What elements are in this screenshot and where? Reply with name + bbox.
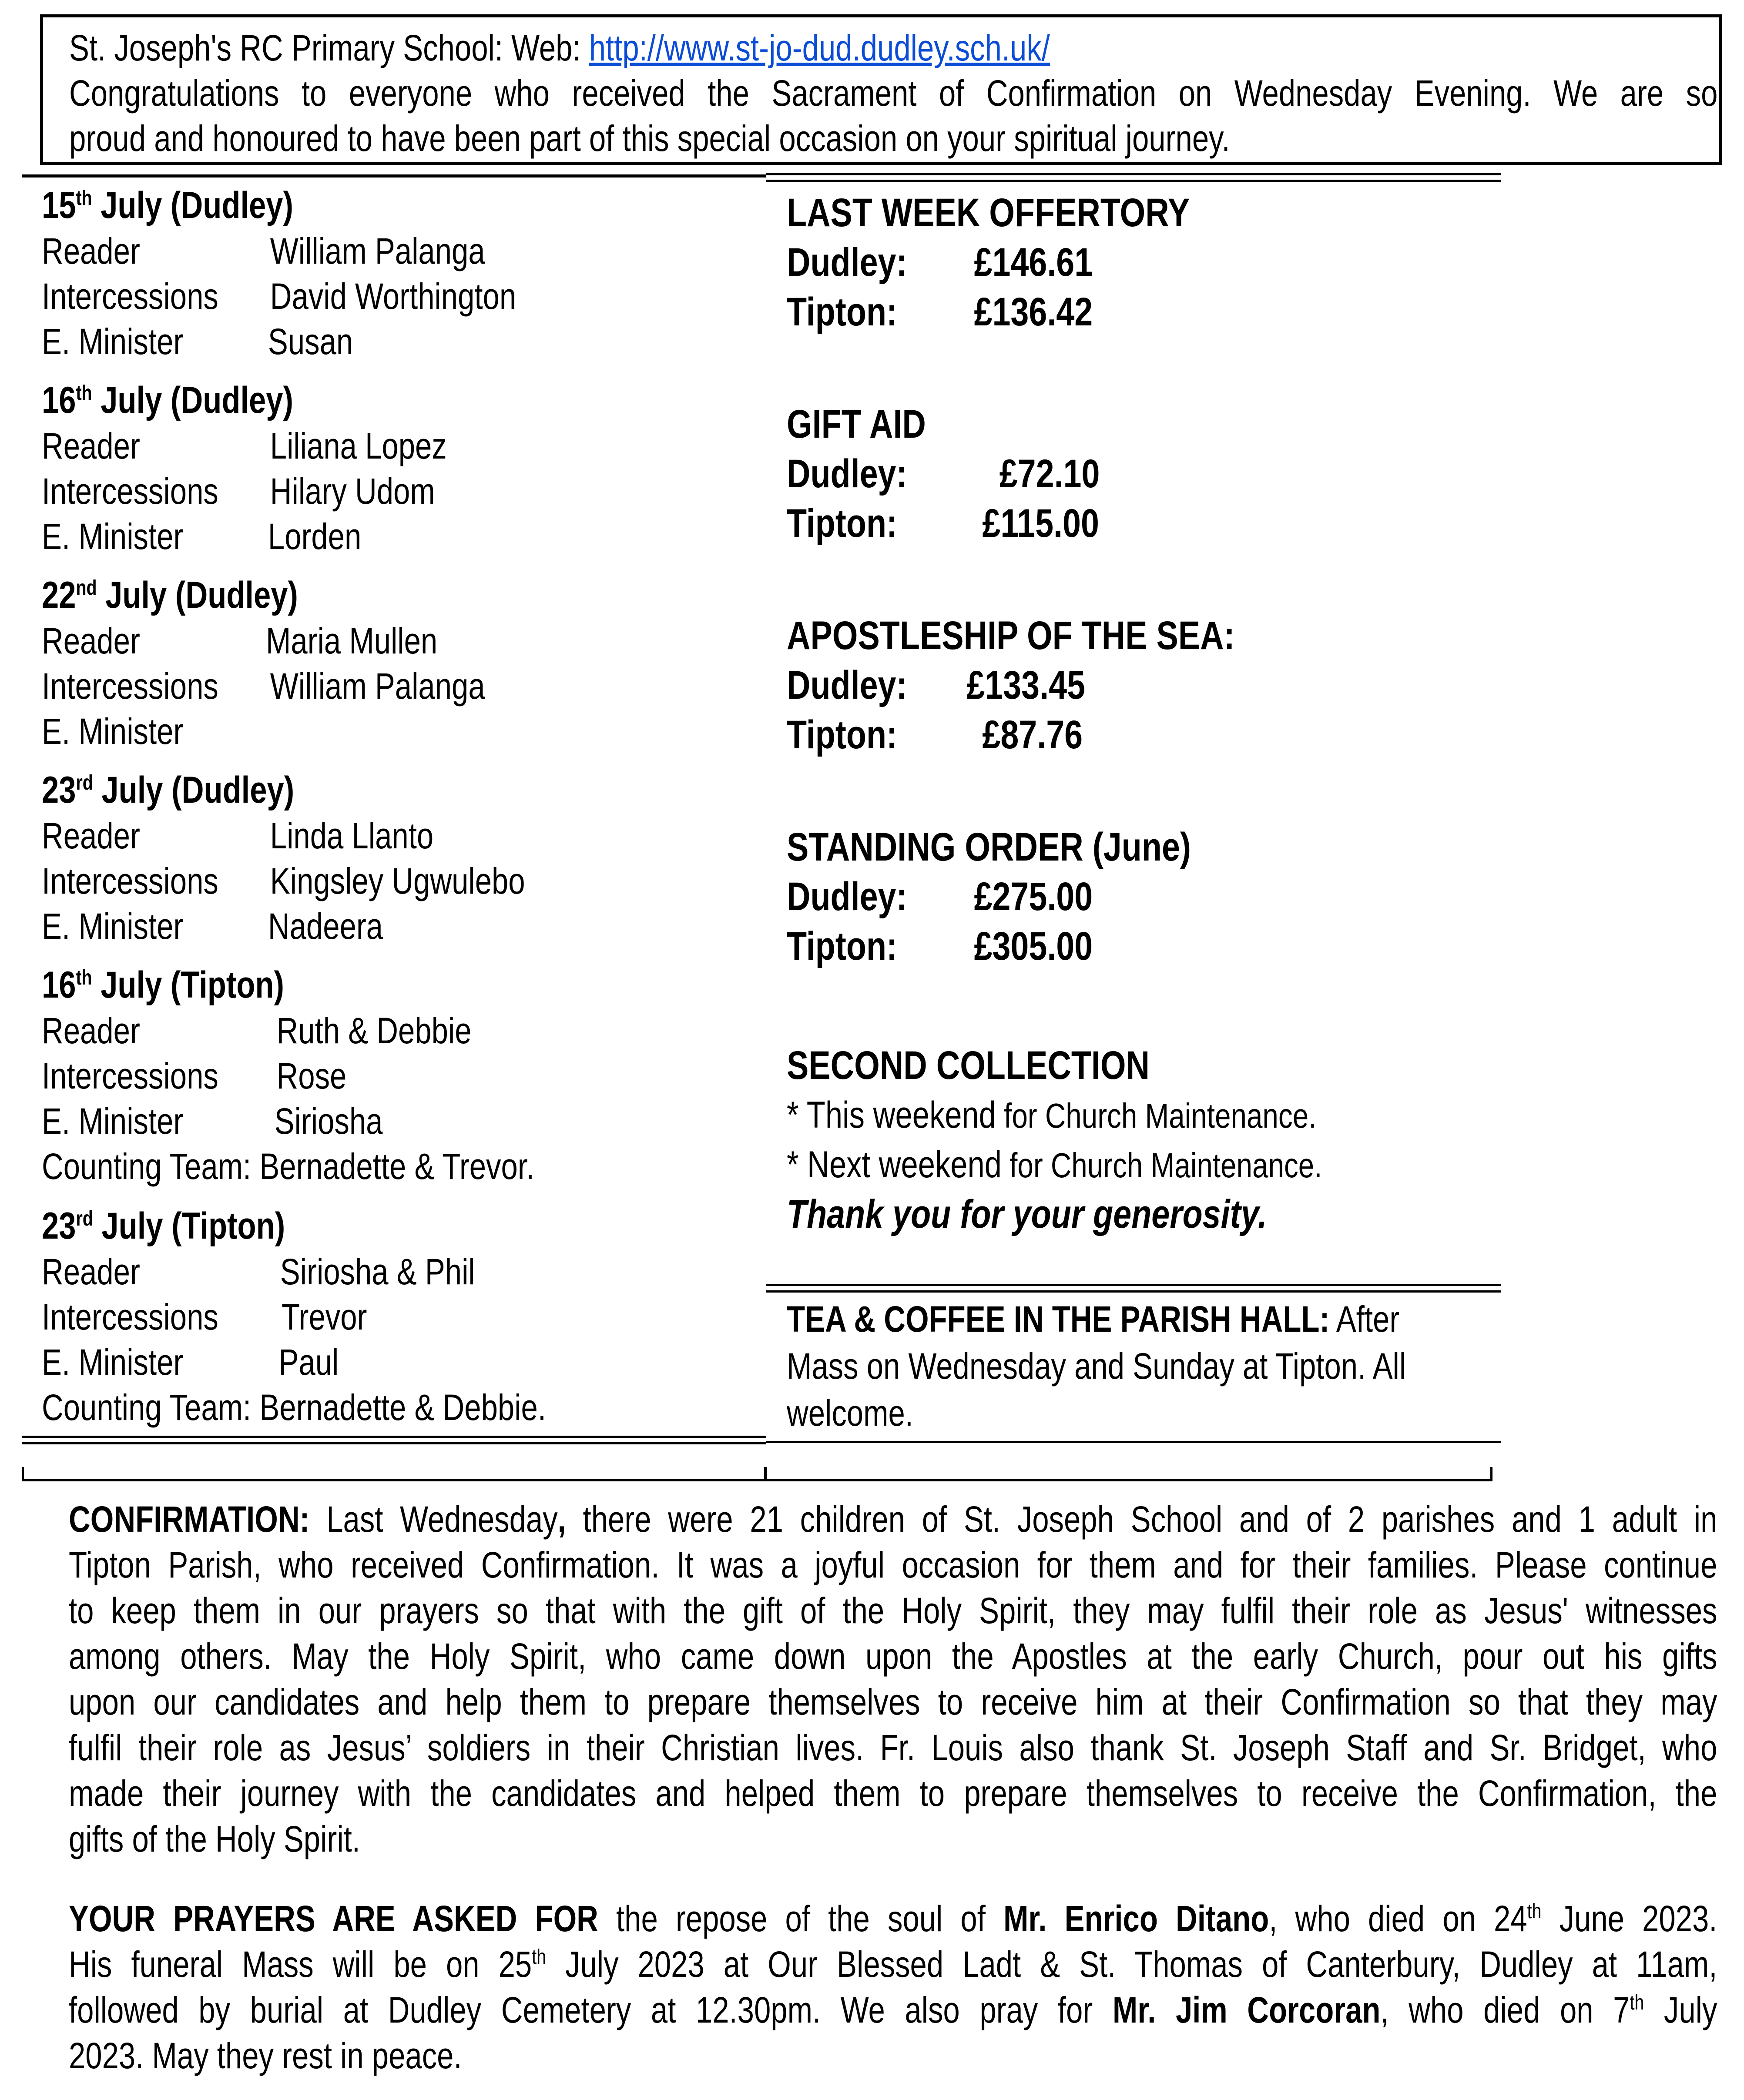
rota-heading: 22nd July (Dudley) xyxy=(42,574,298,616)
offertory-dudley: Dudley: £146.61 xyxy=(787,240,1093,285)
confirmation-line: gifts of the Holy Spirit. xyxy=(69,1819,360,1859)
counting-team: Counting Team: Bernadette & Trevor. xyxy=(42,1146,535,1187)
rota-row: Intercessions Trevor xyxy=(42,1296,367,1337)
second-collection-heading: SECOND COLLECTION xyxy=(787,1043,1150,1088)
rota-heading: 15th July (Dudley) xyxy=(42,184,293,226)
right-top-rule-b xyxy=(766,180,1501,182)
confirmation-line: fulfil their role as Jesus’ soldiers in their Christian lives. Fr. Louis also thank St. Joseph Staff and Sr. Bridget, who xyxy=(69,1727,1717,1768)
counting-team: Counting Team: Bernadette & Debbie. xyxy=(42,1387,546,1428)
standing-order-tipton: Tipton: £305.00 xyxy=(787,924,1093,968)
confirmation-line: Tipton Parish, who received Confirmation. It was a joyful occasion for them and for their families. Please continue xyxy=(69,1544,1717,1585)
confirmation-line: to keep them in our prayers so that with the gift of the Holy Spirit, they may fulfil their role as Jesus' witnesses xyxy=(69,1590,1717,1631)
apostleship-dudley: Dudley: £133.45 xyxy=(787,663,1085,707)
left-bottom-rule-b xyxy=(22,1442,766,1444)
confirmation-line: made their journey with the candidates and helped them to prepare themselves to receive the Confirmation, the xyxy=(69,1773,1717,1814)
offertory-heading: LAST WEEK OFFERTORY xyxy=(787,191,1190,235)
apostleship-tipton: Tipton: £87.76 xyxy=(787,713,1083,757)
gift-aid-tipton: Tipton: £115.00 xyxy=(787,501,1099,546)
prayers-line: His funeral Mass will be on 25th July 2023 at Our Blessed Ladt & St. Thomas of Canterbury, Dudley at 11am, xyxy=(69,1944,1717,1985)
tea-top-rule-a xyxy=(766,1284,1501,1286)
left-bottom-rule-a xyxy=(22,1436,766,1438)
thank-you-note: Thank you for your generosity. xyxy=(787,1192,1267,1236)
gift-aid-dudley: Dudley: £72.10 xyxy=(787,452,1100,496)
confirmation-line: upon our candidates and help them to prepare themselves to receive him at their Confirmation so that they may xyxy=(69,1681,1717,1722)
tea-top-rule-b xyxy=(766,1290,1501,1293)
right-top-rule-a xyxy=(766,173,1501,175)
school-web-line: St. Joseph's RC Primary School: Web: http://www.st-jo-dud.dudley.sch.uk/ xyxy=(69,27,1050,68)
standing-order-dudley: Dudley: £275.00 xyxy=(787,874,1093,919)
rota-row: Intercessions Rose xyxy=(42,1055,347,1096)
rota-row: Intercessions Kingsley Ugwulebo xyxy=(42,861,525,901)
rota-row: E. Minister Paul xyxy=(42,1342,339,1383)
gift-aid-heading: GIFT AID xyxy=(787,402,926,446)
second-collection-next-weekend: * Next weekend for Church Maintenance. xyxy=(787,1144,1322,1186)
confirmation-line: among others. May the Holy Spirit, who came down upon the Apostles at the early Church, pour out his gifts xyxy=(69,1636,1717,1677)
rota-row: Reader William Palanga xyxy=(42,231,485,271)
rota-row: Reader Ruth & Debbie xyxy=(42,1010,472,1051)
divider-tick-left xyxy=(22,1467,24,1481)
rota-row: Intercessions William Palanga xyxy=(42,666,485,707)
rota-heading: 16th July (Tipton) xyxy=(42,964,284,1006)
rota-row: E. Minister xyxy=(42,711,184,752)
confirmation-congrats-line2: proud and honoured to have been part of this special occasion on your spiritual journey. xyxy=(69,118,1230,159)
rota-heading: 23rd July (Dudley) xyxy=(42,769,295,811)
rota-row: E. Minister Siriosha xyxy=(42,1101,383,1142)
divider-tick-mid xyxy=(764,1467,767,1481)
rota-row: Reader Linda Llanto xyxy=(42,815,434,856)
section-divider xyxy=(22,1479,1492,1481)
rota-heading: 16th July (Dudley) xyxy=(42,379,293,421)
apostleship-heading: APOSTLESHIP OF THE SEA: xyxy=(787,613,1235,658)
rota-row: E. Minister Nadeera xyxy=(42,906,383,947)
rota-row: Intercessions Hilary Udom xyxy=(42,471,435,512)
offertory-tipton: Tipton: £136.42 xyxy=(787,290,1093,334)
school-website-link[interactable]: http://www.st-jo-dud.dudley.sch.uk/ xyxy=(589,27,1050,68)
rota-heading: 23rd July (Tipton) xyxy=(42,1205,285,1247)
prayers-line: 2023. May they rest in peace. xyxy=(69,2035,462,2076)
prayers-line: followed by burial at Dudley Cemetery at 12.30pm. We also pray for Mr. Jim Corcoran, who died on 7th July xyxy=(69,1989,1717,2030)
right-bottom-rule xyxy=(766,1441,1501,1443)
rota-row: E. Minister Susan xyxy=(42,321,353,362)
rota-row: Reader Siriosha & Phil xyxy=(42,1251,475,1292)
rota-row: Reader Liliana Lopez xyxy=(42,425,447,466)
confirmation-congrats-line1: Congratulations to everyone who received the Sacrament of Confirmation on Wednesday Evening. We are so xyxy=(69,73,1718,114)
prayers-line: YOUR PRAYERS ARE ASKED FOR the repose of the soul of Mr. Enrico Ditano, who died on 24th June 2023. xyxy=(69,1898,1717,1939)
standing-order-heading: STANDING ORDER (June) xyxy=(787,825,1191,869)
tea-coffee-line2: Mass on Wednesday and Sunday at Tipton. All xyxy=(787,1346,1406,1387)
confirmation-line: CONFIRMATION: Last Wednesday, there were 21 children of St. Joseph School and of 2 parishes and 1 adult in xyxy=(69,1499,1717,1540)
tea-coffee-line3: welcome. xyxy=(787,1393,913,1433)
second-collection-this-weekend: * This weekend for Church Maintenance. xyxy=(787,1094,1317,1136)
rota-row: Intercessions David Worthington xyxy=(42,276,516,317)
tea-coffee-line1: TEA & COFFEE IN THE PARISH HALL: After xyxy=(787,1299,1400,1340)
left-top-rule xyxy=(22,174,766,178)
school-notice-box xyxy=(40,14,1722,165)
rota-row: Reader Maria Mullen xyxy=(42,620,438,661)
rota-row: E. Minister Lorden xyxy=(42,516,362,557)
divider-tick-right xyxy=(1490,1467,1492,1481)
